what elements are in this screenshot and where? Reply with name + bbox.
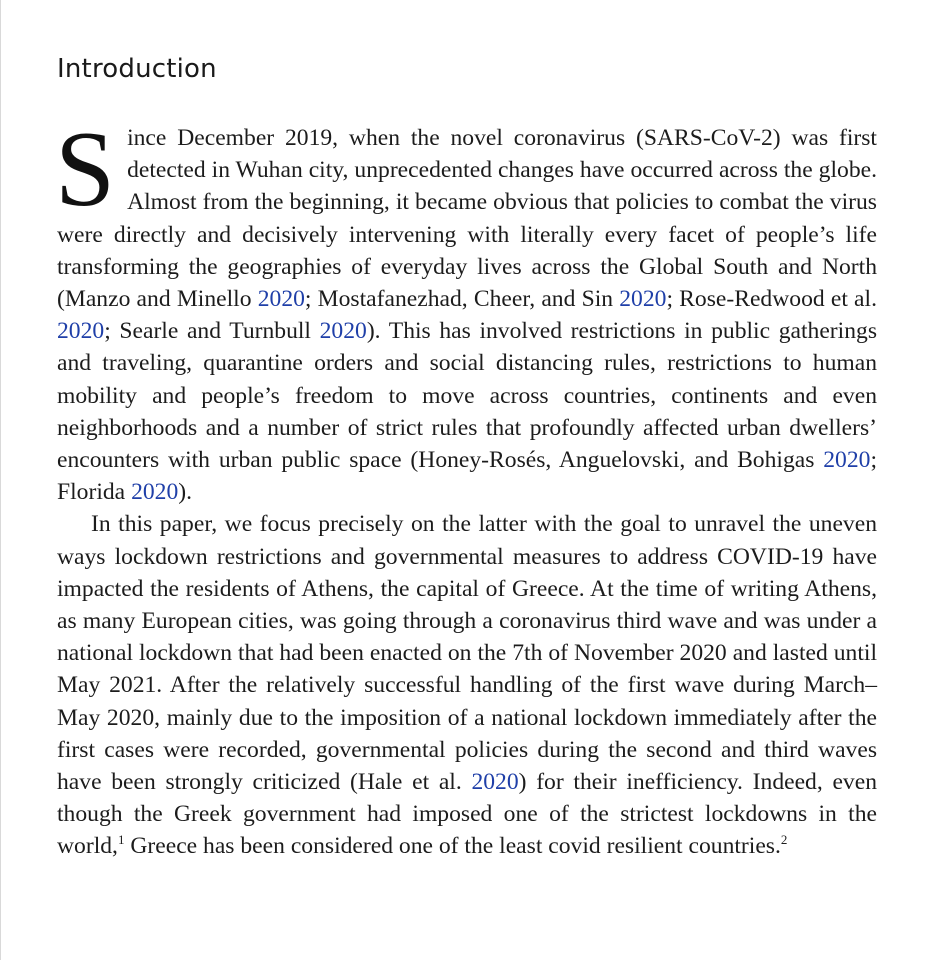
text-segment: ). This has involved restrictions in public gatherings and traveling, quarantine orders and social distancing rules, restrictions to human mobility and people’s freedom to move across countries, continents and even neighborhoods and a number of strict rules that profoundly affected urban dwellers’ encounters with urban public space (Honey-Rosés, Anguelovski, and Bohigas [57, 318, 877, 474]
article-body [55, 110, 877, 863]
text-segment: ; Searle and Turnbull [104, 318, 320, 345]
citation-link[interactable]: 2020 [823, 447, 871, 474]
citation-link[interactable]: 2020 [619, 286, 667, 313]
drop-cap: S [55, 110, 116, 229]
section-heading: Introduction [57, 54, 217, 84]
text-segment: ince December 2019, when the novel coronavirus (SARS-CoV-2) was first detected in Wuhan city, unprecedented changes have occurred across the globe. Almost from the beginning, it became obvious that policies to combat the virus were directly and decisively intervening with literally every facet of people’s life transforming the geographies of everyday lives across the Global South and North (Manzo and Minello [57, 125, 877, 313]
citation-link[interactable]: 2020 [257, 286, 305, 313]
citation-link[interactable]: 2020 [57, 318, 105, 345]
paragraph-1 [55, 110, 877, 508]
citation-link[interactable]: 2020 [131, 479, 179, 506]
text-segment: Greece has been considered one of the least covid resilient countries. [124, 833, 781, 860]
text-segment: ; Mostafanezhad, Cheer, and Sin [304, 286, 620, 313]
citation-link[interactable]: 2020 [319, 318, 367, 345]
citation-link[interactable]: 2020 [471, 769, 519, 796]
text-segment: ; Rose-Redwood et al. [666, 286, 877, 313]
text-segment: ; Florida [57, 447, 877, 506]
footnote-marker[interactable]: 1 [117, 832, 125, 848]
text-segment: ) for their inefficiency. Indeed, even though the Greek government had imposed one of the strictest lockdowns in the world, [57, 769, 877, 860]
paragraph-2 [57, 508, 877, 862]
footnote-marker[interactable]: 2 [780, 832, 788, 848]
text-segment: In this paper, we focus precisely on the latter with the goal to unravel the uneven ways lockdown restrictions and governmental measures to address COVID-19 have impacted the residents of Athens, the capital of Greece. At the time of writing Athens, as many European cities, was going through a coronavirus third wave and was under a national lockdown that had been enacted on the 7th of November 2020 and lasted until May 2021. After the relatively successful handling of the first wave during March–May 2020, mainly due to the imposition of a national lockdown immediately after the first cases were recorded, governmental policies during the second and third waves have been strongly criticized (Hale et al. [57, 511, 877, 796]
text-segment: ). [178, 479, 193, 506]
